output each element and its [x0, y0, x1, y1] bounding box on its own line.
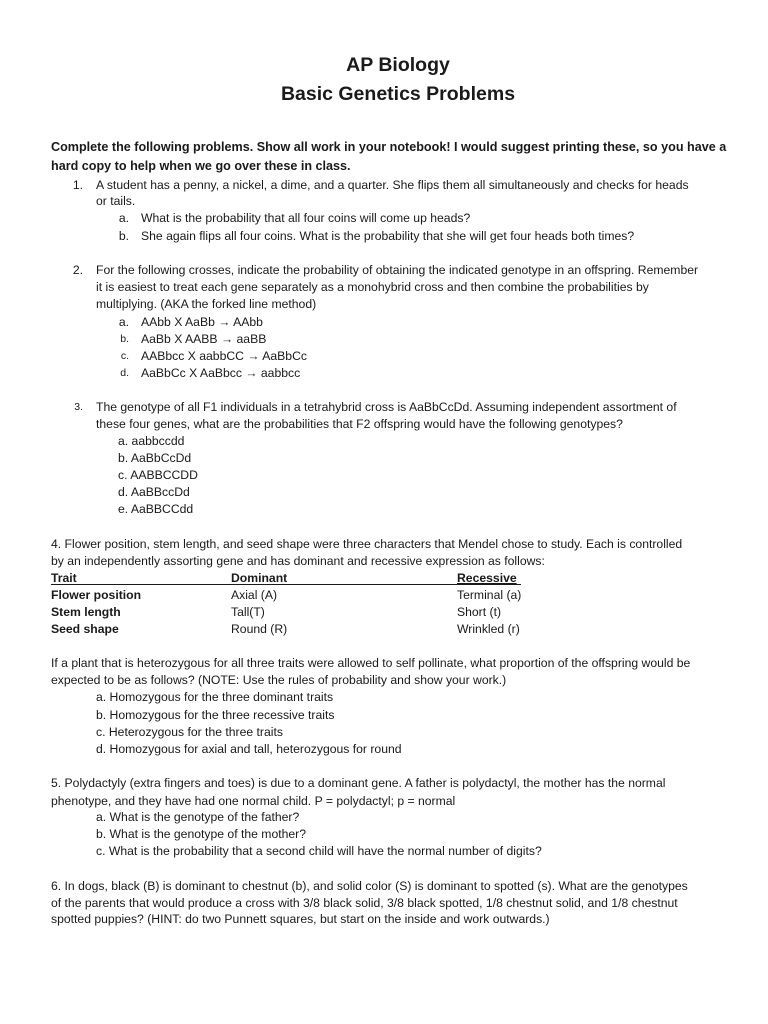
part-letter: a. [118, 211, 129, 225]
question-text: A student has a penny, a nickel, a dime, and a quarter. She flips them all simultaneously and checks for heads [96, 178, 689, 192]
question-text: it is easiest to treat each gene separately as a monohybrid cross and then combine the probabilities by [96, 280, 649, 294]
question-number: 1. [72, 178, 83, 192]
part-letter: d. [120, 367, 129, 379]
table-cell-trait: Seed shape [51, 622, 119, 636]
question-text: For the following crosses, indicate the probability of obtaining the indicated genotype in an offspring. Remember [96, 263, 699, 277]
list-item: d. AaBBccDd [118, 485, 190, 499]
table-cell-trait: Stem length [51, 605, 121, 619]
question-text: or tails. [96, 194, 136, 208]
table-cell-recessive: Terminal (a) [457, 588, 522, 602]
question-number: 3. [74, 401, 83, 413]
list-item: b. Homozygous for the three recessive traits [96, 708, 335, 722]
question-text: by an independently assorting gene and has dominant and recessive expression as follows: [51, 554, 545, 568]
list-item: c. Heterozygous for the three traits [96, 725, 283, 739]
question-text: spotted puppies? (HINT: do two Punnett squares, but start on the inside and work outwards.) [51, 912, 550, 926]
part-text: What is the probability that all four coins will come up heads? [141, 211, 471, 225]
list-item: a. Homozygous for the three dominant traits [96, 690, 334, 704]
table-header-trait: Trait [51, 571, 77, 585]
part-letter: c. [120, 350, 129, 362]
question-text: 6. In dogs, black (B) is dominant to chestnut (b), and solid color (S) is dominant to spotted (s). What are the genotypes [51, 879, 688, 893]
part-letter: b. [120, 333, 129, 345]
table-cell-recessive: Short (t) [457, 605, 502, 619]
question-text: expected to be as follows? (NOTE: Use the rules of probability and show your work.) [51, 673, 507, 687]
list-item: a. aabbccdd [118, 434, 185, 448]
part-letter: a. [118, 315, 129, 329]
part-text: She again flips all four coins. What is the probability that she will get four heads both times? [141, 229, 635, 243]
list-item: a. What is the genotype of the father? [96, 810, 300, 824]
part-text: AAbb X AaBb → AAbb [141, 315, 263, 329]
question-text: If a plant that is heterozygous for all three traits were allowed to self pollinate, what proportion of the offspring would be [51, 656, 691, 670]
question-text: The genotype of all F1 individuals in a tetrahybrid cross is AaBbCcDd. Assuming independent assortment of [96, 400, 677, 414]
table-cell-dominant: Round (R) [231, 622, 288, 636]
table-header-dominant: Dominant [231, 571, 288, 585]
question-text: 4. Flower position, stem length, and seed shape were three characters that Mendel chose to study. Each is controlled [51, 537, 683, 551]
question-text: phenotype, and they have had one normal child. P = polydactyl; p = normal [51, 794, 456, 808]
table-cell-recessive: Wrinkled (r) [457, 622, 520, 636]
question-text: of the parents that would produce a cross with 3/8 black solid, 3/8 black spotted, 1/8 chestnut solid, and 1/8 chestnut [51, 896, 678, 910]
page-subtitle: Basic Genetics Problems [280, 83, 516, 105]
list-item: c. AABBCCDD [118, 468, 198, 482]
part-letter: b. [118, 229, 129, 243]
page-title: AP Biology [346, 54, 450, 76]
question-text: multiplying. (AKA the forked line method) [96, 297, 317, 311]
table-cell-trait: Flower position [51, 588, 142, 602]
part-text: AaBbCc X AaBbcc → aabbcc [141, 366, 301, 380]
list-item: d. Homozygous for axial and tall, heterozygous for round [96, 742, 402, 756]
question-number: 2. [72, 263, 83, 277]
table-cell-dominant: Tall(T) [231, 605, 265, 619]
list-item: c. What is the probability that a second child will have the normal number of digits? [96, 844, 542, 858]
question-text: these four genes, what are the probabilities that F2 offspring would have the following genotypes? [96, 417, 623, 431]
part-text: AABbcc X aabbCC → AaBbCc [141, 349, 307, 363]
list-item: b. What is the genotype of the mother? [96, 827, 307, 841]
part-text: AaBb X AABB → aaBB [141, 332, 267, 346]
list-item: e. AaBBCCdd [118, 502, 194, 516]
table-cell-dominant: Axial (A) [231, 588, 278, 602]
question-text: 5. Polydactyly (extra fingers and toes) is due to a dominant gene. A father is polydactyl, the mother has the normal [51, 776, 666, 790]
table-header-recessive: Recessive [457, 571, 517, 585]
instructions: Complete the following problems. Show all work in your notebook! I would suggest printing these, so you have a hard copy to help when we go over these in class. [51, 140, 727, 173]
list-item: b. AaBbCcDd [118, 451, 192, 465]
